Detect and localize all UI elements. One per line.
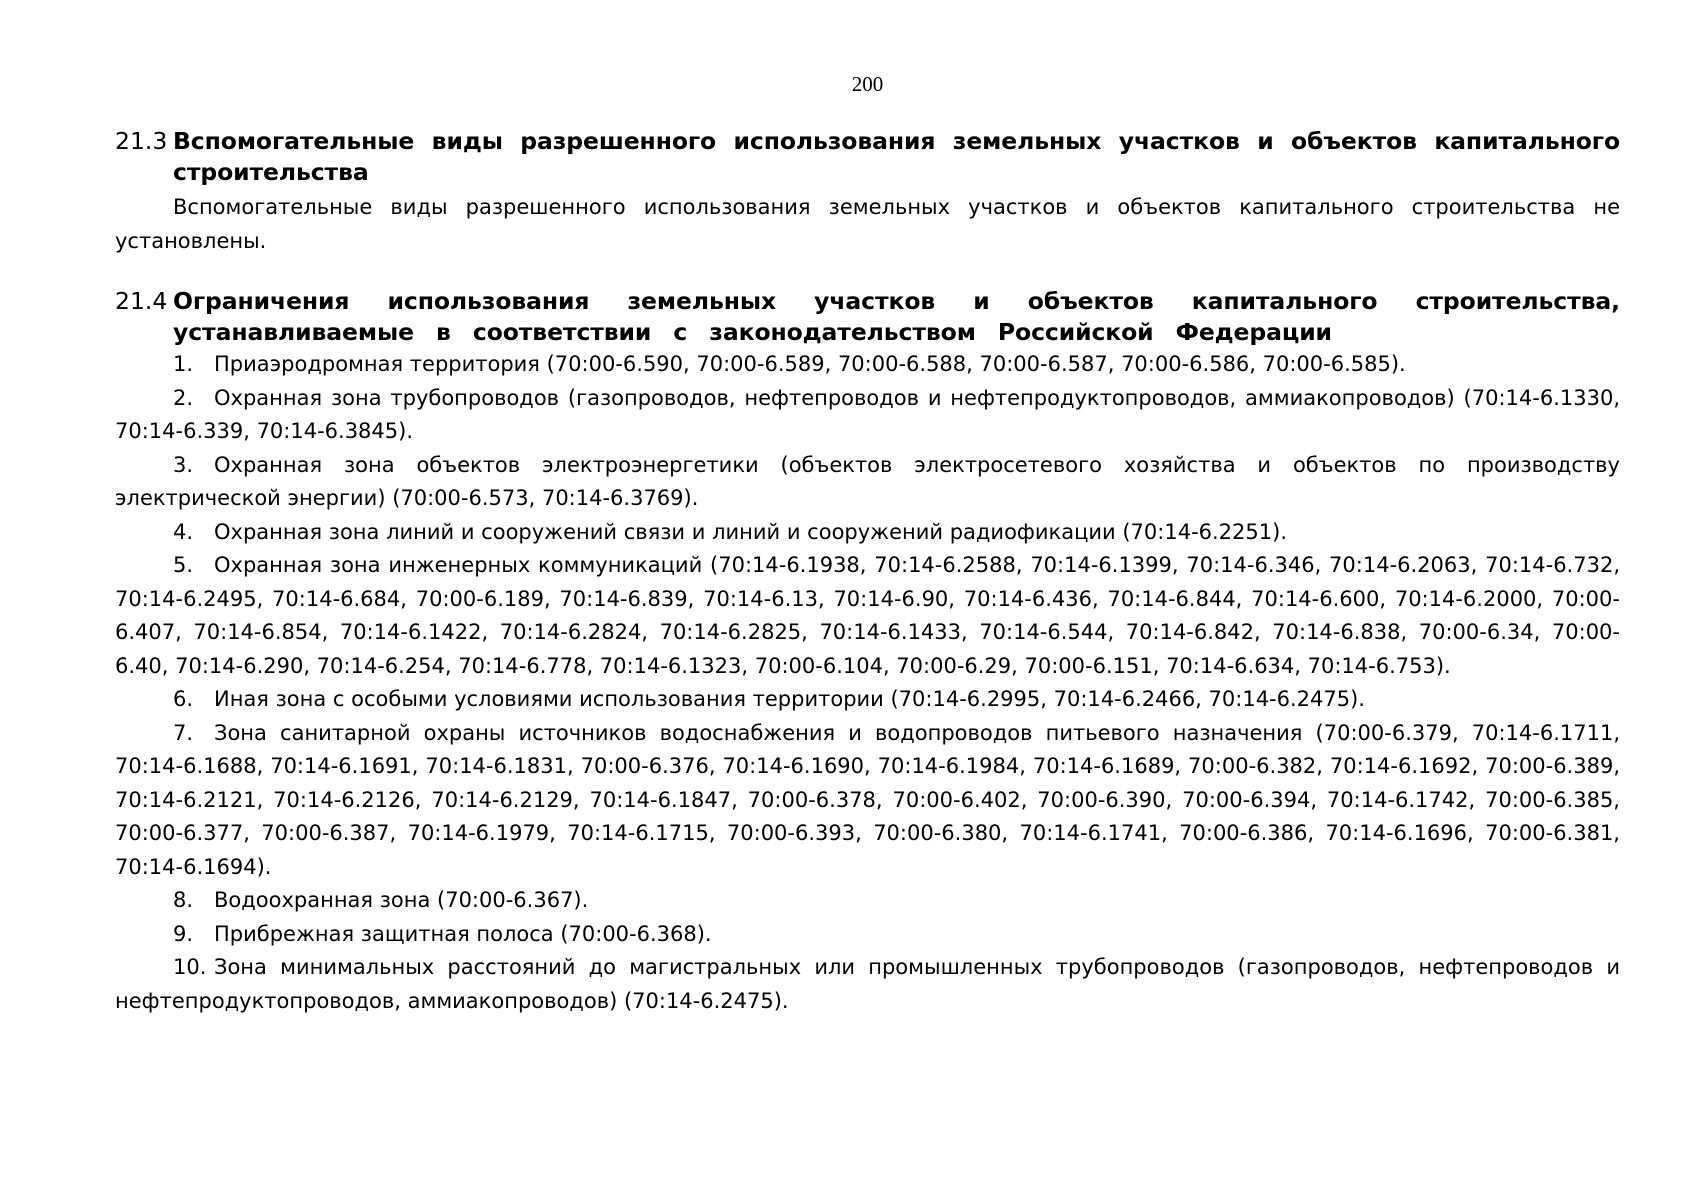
list-item-text: Иная зона с особыми условиями использования территории (70:14-6.2995, 70:14-6.2466, 70:14-6.2475). — [214, 687, 1365, 711]
section-heading — [115, 286, 1620, 348]
section-title: Ограничения использования земельных участков и объектов капитального строительства, устанавливаемые в соответствии с законодательством Российской Федерации — [173, 287, 1620, 346]
list-item — [115, 549, 1620, 683]
list-item-text: Прибрежная защитная полоса (70:00-6.368). — [214, 921, 712, 946]
list-item-number: 8. — [173, 888, 194, 912]
list-item-number: 2. — [173, 385, 194, 410]
page-number: 200 — [851, 72, 884, 96]
section-number: 21.4 — [115, 287, 168, 315]
list-item-number: 9. — [173, 921, 194, 946]
list-item — [115, 717, 1620, 885]
section-21-4 — [115, 286, 1620, 1018]
list-item-number: 5. — [173, 553, 194, 577]
list-item-text: Охранная зона трубопроводов (газопроводов, нефтепроводов и нефтепродуктопроводов, аммиакопроводов) (70:14-6.1330, 70:14-6.339, 70:14-6.3845). — [115, 385, 1620, 443]
list-item-number: 3. — [173, 452, 194, 477]
section-title: Вспомогательные виды разрешенного использования земельных участков и объектов капитального строительства — [173, 127, 1620, 186]
list-item — [115, 348, 1620, 382]
list-item — [115, 884, 1620, 918]
restrictions-list — [115, 348, 1620, 1018]
section-21-3 — [115, 126, 1620, 258]
document-page — [115, 0, 1620, 1200]
section-number: 21.3 — [115, 127, 168, 155]
list-item-text: Приаэродромная территория (70:00-6.590, 70:00-6.589, 70:00-6.588, 70:00-6.587, 70:00-6.586, 70:00-6.585). — [214, 352, 1406, 376]
list-item-text: Охранная зона линий и сооружений связи и линий и сооружений радиофикации (70:14-6.2251). — [214, 519, 1287, 544]
list-item-number: 1. — [173, 352, 194, 376]
list-item — [115, 449, 1620, 516]
list-item-number: 10. — [173, 955, 207, 979]
list-item-text: Водоохранная зона (70:00-6.367). — [214, 888, 589, 912]
list-item-number: 4. — [173, 519, 194, 544]
list-item-number: 7. — [173, 720, 194, 745]
list-item — [115, 683, 1620, 717]
section-body-text: Вспомогательные виды разрешенного использования земельных участков и объектов капитального строительства не установлены. — [115, 195, 1620, 253]
list-item — [115, 951, 1620, 1018]
list-item — [115, 516, 1620, 550]
list-item-text: Зона санитарной охраны источников водоснабжения и водопроводов питьевого назначения (70:00-6.379, 70:14-6.1711, 70:14-6.1688, 70:14-6.1691, 70:14-6.1831, 70:00-6.376, 70:14-6.1690, 70:14-6.1984, 70:14-6.1689, 70:00-6.382, 70:14-6.1692, 70:00-6.389, 70:14-6.2121, 70:14-6.2126, 70:14-6.2129, 70:14-6.1847, 70:00-6.378, 70:00-6.402, 70:00-6.390, 70:00-6.394, 70:14-6.1742, 70:00-6.385, 70:00-6.377, 70:00-6.387, 70:14-6.1979, 70:14-6.1715, 70:00-6.393, 70:00-6.380, 70:14-6.1741, 70:00-6.386, 70:14-6.1696, 70:00-6.381, 70:14-6.1694). — [115, 720, 1620, 879]
list-item — [115, 918, 1620, 952]
section-heading — [115, 126, 1620, 188]
list-item-text: Зона минимальных расстояний до магистральных или промышленных трубопроводов (газопроводов, нефтепроводов и нефтепродуктопроводов, аммиакопроводов) (70:14-6.2475). — [115, 955, 1620, 1013]
list-item-number: 6. — [173, 687, 194, 711]
list-item-text: Охранная зона инженерных коммуникаций (70:14-6.1938, 70:14-6.2588, 70:14-6.1399, 70:14-6.346, 70:14-6.2063, 70:14-6.732, 70:14-6.2495, 70:14-6.684, 70:00-6.189, 70:14-6.839, 70:14-6.13, 70:14-6.90, 70:14-6.436, 70:14-6.844, 70:14-6.600, 70:14-6.2000, 70:00-6.407, 70:14-6.854, 70:14-6.1422, 70:14-6.2824, 70:14-6.2825, 70:14-6.1433, 70:14-6.544, 70:14-6.842, 70:14-6.838, 70:00-6.34, 70:00-6.40, 70:14-6.290, 70:14-6.254, 70:14-6.778, 70:14-6.1323, 70:00-6.104, 70:00-6.29, 70:00-6.151, 70:14-6.634, 70:14-6.753). — [115, 553, 1620, 678]
list-item — [115, 382, 1620, 449]
list-item-text: Охранная зона объектов электроэнергетики (объектов электросетевого хозяйства и объектов по производству электрической энергии) (70:00-6.573, 70:14-6.3769). — [115, 452, 1620, 510]
